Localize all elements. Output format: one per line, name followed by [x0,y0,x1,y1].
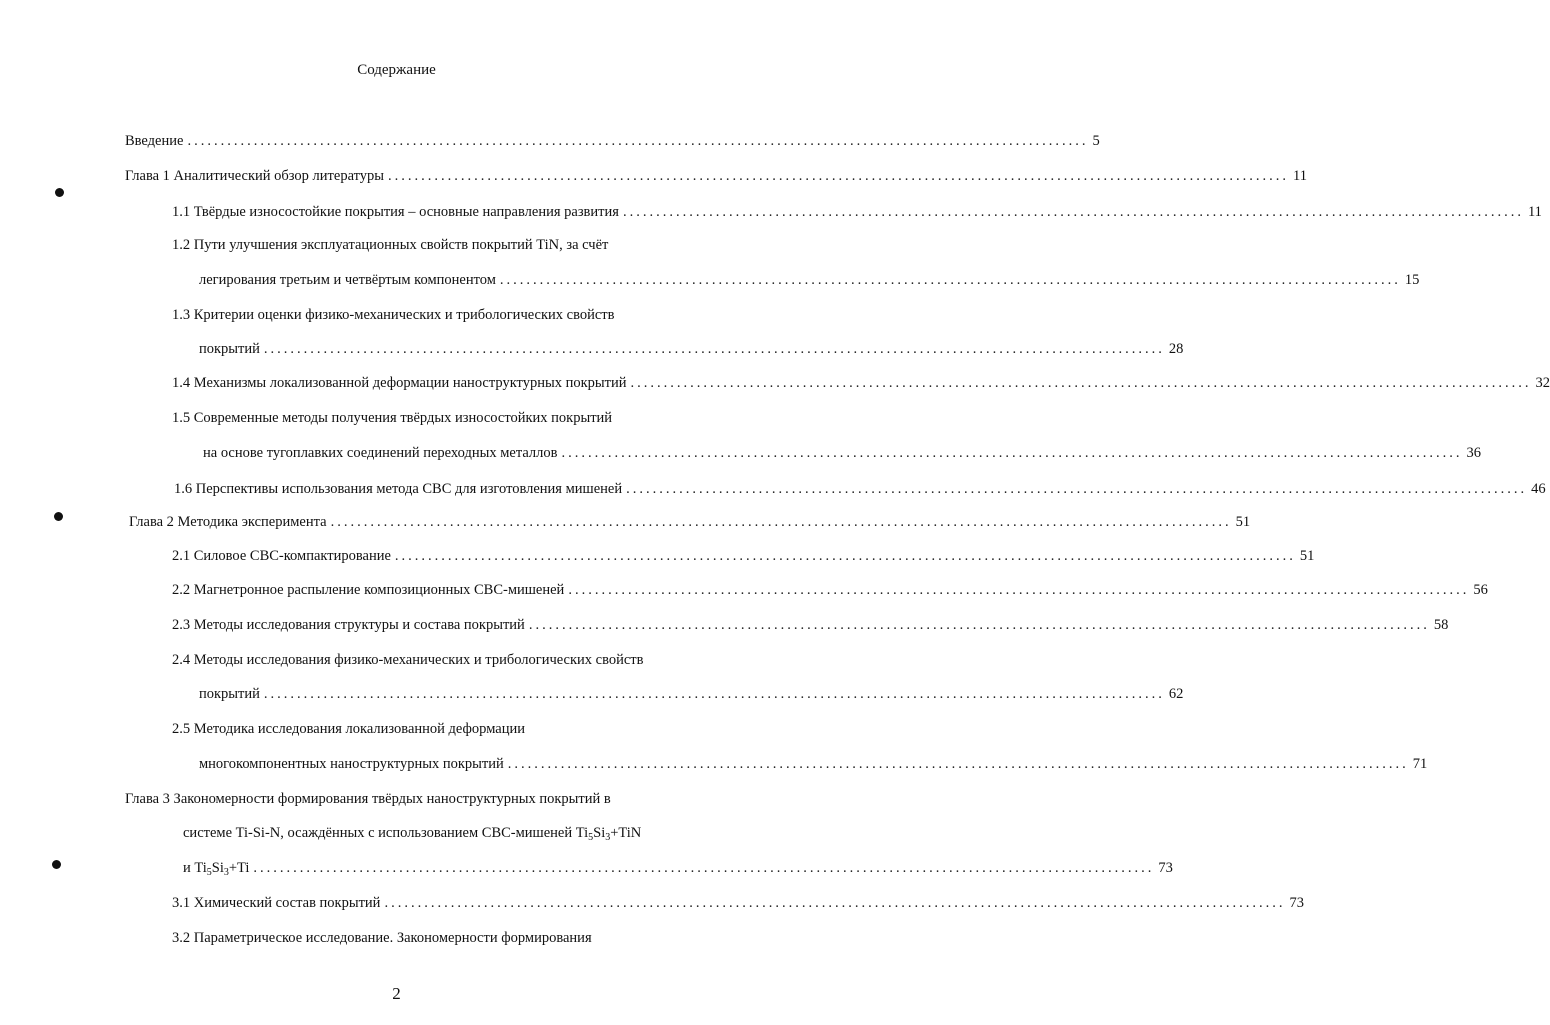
toc-entry-text: 1.1 Твёрдые износостойкие покрытия – основные направления развития [172,204,619,220]
toc-entry-page: 5 [1092,133,1100,149]
toc-entry-text: легирования третьим и четвёртым компонентом [199,272,496,288]
dot-leader: ........................................................................................................................................ [630,375,1532,391]
toc-entry-text: на основе тугоплавких соединений переходных металлов [203,445,558,461]
toc-entry-text: 2.5 Методика исследования локализованной деформации [172,721,525,737]
punch-hole-icon [52,860,61,869]
toc-entry-text: 1.6 Перспективы использования метода СВС для изготовления мишеней [174,481,623,497]
dot-leader: ........................................................................................................................................ [384,895,1286,911]
toc-entry-page: 51 [1235,514,1251,530]
toc-entry-text: 3.2 Параметрическое исследование. Закономерности формирования [172,930,592,946]
toc-entry-page: 62 [1168,686,1184,702]
toc-entry-text: Введение [125,133,184,149]
toc-entry-text: 2.2 Магнетронное распыление композиционных СВС-мишеней [172,582,565,598]
toc-entry-page: 11 [1527,204,1542,220]
toc-entry-text: 1.3 Критерии оценки физико-механических и трибологических свойств [172,307,615,323]
toc-entry-page: 56 [1473,582,1488,598]
dot-leader: ........................................................................................................................................ [394,548,1296,564]
toc-entry [129,512,1251,532]
toc-entry [172,546,1315,566]
punch-hole-icon [54,512,63,521]
dot-leader: ........................................................................................................................................ [388,168,1290,184]
toc-entry [199,339,1184,359]
page-number: 2 [392,984,401,1003]
dot-leader: ........................................................................................................................................ [187,133,1089,149]
toc-entry [199,754,1428,774]
toc-entry-page: 73 [1289,895,1304,911]
toc-entry-page: 32 [1535,375,1550,391]
dot-leader: ........................................................................................................................................ [626,481,1528,497]
dot-leader: ........................................................................................................................................ [622,204,1524,220]
page-title: Содержание [357,62,436,78]
toc-entry [199,270,1420,290]
toc-entry [183,858,1173,878]
toc-entry-page: 58 [1433,617,1449,633]
toc-entry-page: 28 [1168,341,1184,357]
toc-entry-text: покрытий [199,341,260,357]
toc-entry-page: 46 [1531,481,1546,497]
toc-entry [172,615,1449,635]
dot-leader: ........................................................................................................................................ [330,514,1232,530]
toc-entry-page: 71 [1412,756,1428,772]
toc-entry-text: Глава 1 Аналитический обзор литературы [125,168,385,184]
toc-entry-text: и $Ti_5Si_3+Ti$ [183,860,250,878]
dot-leader: ........................................................................................................................................ [499,272,1401,288]
toc-entry-text: покрытий [199,686,260,702]
toc-entry [172,202,1542,222]
toc-entry [199,684,1184,704]
toc-entry-text: многокомпонентных наноструктурных покрытий [199,756,504,772]
toc-entry-text: 1.5 Современные методы получения твёрдых износостойких покрытий [172,410,613,426]
toc-entry-text: 1.4 Механизмы локализованной деформации наноструктурных покрытий [172,375,627,391]
toc-entry [172,373,1550,393]
toc-entry [172,580,1488,600]
toc-entry-page: 36 [1466,445,1481,461]
toc-entry-page: 51 [1299,548,1315,564]
dot-leader: ........................................................................................................................................ [528,617,1430,633]
dot-leader: ........................................................................................................................................ [253,860,1155,876]
toc-entry [172,893,1304,913]
toc-entry-text: Глава 3 Закономерности формирования твёрдых наноструктурных покрытий в [125,791,611,807]
dot-leader: ........................................................................................................................................ [507,756,1409,772]
toc-entry-page: 73 [1158,860,1173,876]
toc-entry-text: 2.4 Методы исследования физико-механических и трибологических свойств [172,652,644,668]
toc-entry [125,131,1100,151]
dot-leader: ........................................................................................................................................ [561,445,1463,461]
toc-entry-text: 2.3 Методы исследования структуры и состава покрытий [172,617,525,633]
toc-entry-text: 3.1 Химический состав покрытий [172,895,381,911]
toc-entry [125,166,1307,186]
toc-entry-text: системе Ti-Si-N, осаждённых с использованием СВС-мишеней $Ti_5Si_3+TiN$ [183,825,642,843]
toc-entry-text: Глава 2 Методика эксперимента [129,514,327,530]
toc-entry-page: 15 [1404,272,1420,288]
toc-entry [174,479,1546,499]
toc-entry [203,443,1481,463]
toc-entry-page: 11 [1293,168,1307,184]
toc-entry-text: 1.2 Пути улучшения эксплуатационных свойств покрытий TiN, за счёт [172,237,609,253]
dot-leader: ........................................................................................................................................ [263,686,1165,702]
punch-hole-icon [55,188,64,197]
toc-entry-text: 2.1 Силовое СВС-компактирование [172,548,391,564]
dot-leader: ........................................................................................................................................ [263,341,1165,357]
dot-leader: ........................................................................................................................................ [568,582,1470,598]
